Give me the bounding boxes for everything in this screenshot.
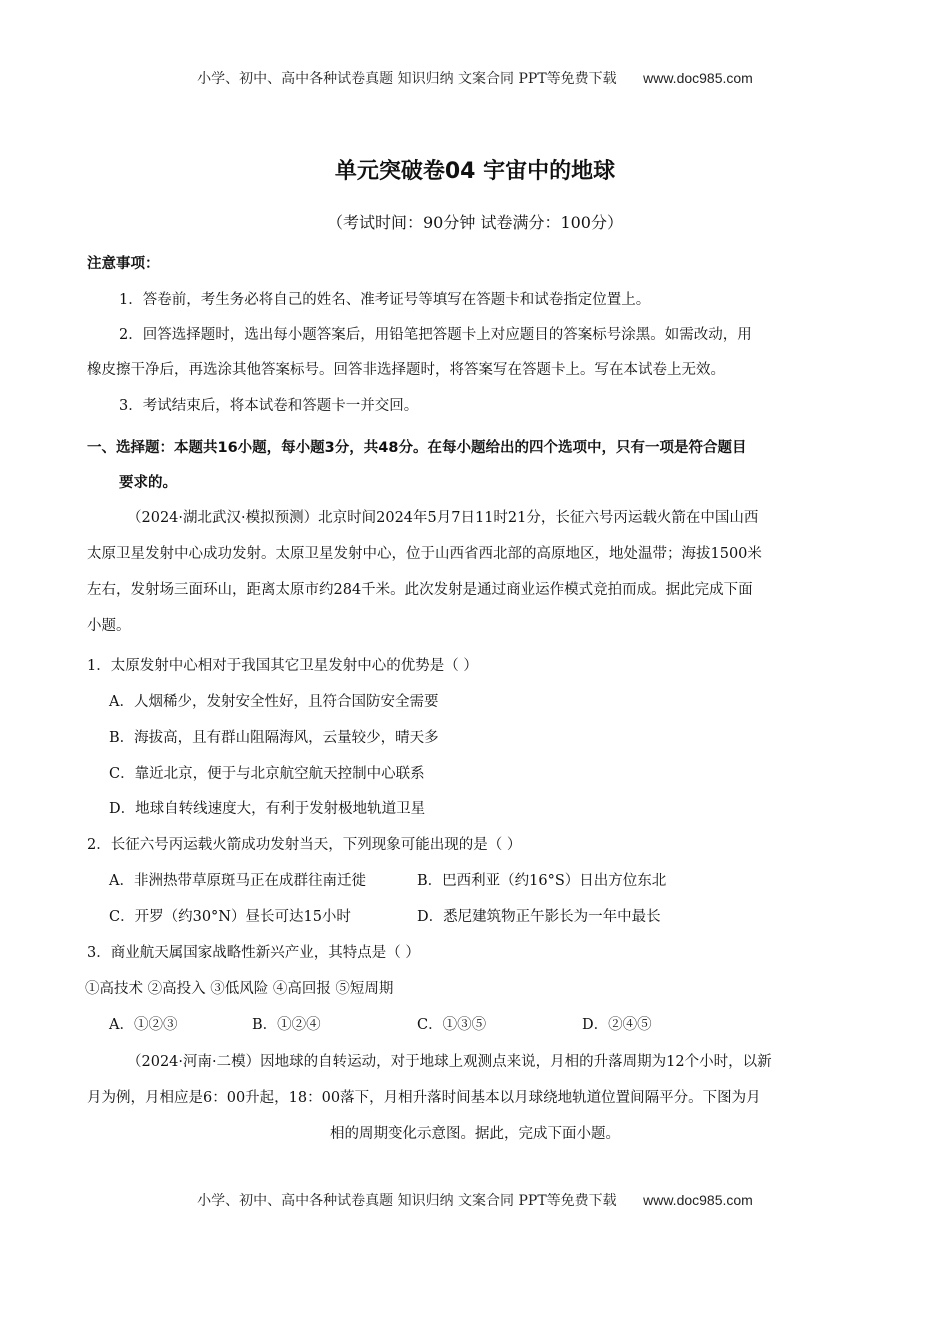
notice-item: 3．考试结束后，将本试卷和答题卡一并交回。 — [119, 398, 419, 414]
q1-option-d: D．地球自转线速度大，有利于发射极地轨道卫星 — [109, 801, 426, 817]
q1-option-c: C．靠近北京，便于与北京航空航天控制中心联系 — [109, 766, 425, 782]
passage-line: 小题。 — [87, 618, 131, 634]
section-heading-cont: 要求的。 — [119, 475, 177, 491]
q2-option-b: B．巴西利亚（约16°S）日出方位东北 — [417, 873, 667, 889]
passage-line: 相的周期变化示意图。据此，完成下面小题。 — [330, 1126, 620, 1142]
q3-option-d: D．②④⑤ — [582, 1017, 652, 1033]
question-stem-1: 1．太原发射中心相对于我国其它卫星发射中心的优势是（ ） — [87, 658, 478, 674]
exam-info: （考试时间：90分钟 试卷满分：100分） — [327, 213, 623, 232]
notice-item: 橡皮擦干净后，再选涂其他答案标号。回答非选择题时，将答案写在答题卡上。写在本试卷上无效。 — [87, 362, 725, 378]
notice-item: 1．答卷前，考生务必将自己的姓名、准考证号等填写在答题卡和试卷指定位置上。 — [119, 292, 651, 308]
notice-item: 2．回答选择题时，选出每小题答案后，用铅笔把答题卡上对应题目的答案标号涂黑。如需改动，用 — [119, 327, 752, 343]
header-text: 小学、初中、高中各种试卷真题 知识归纳 文案合同 PPT等免费下载 — [197, 71, 617, 87]
question-stem-3: 3．商业航天属国家战略性新兴产业，其特点是（ ） — [87, 945, 420, 961]
q2-option-d: D．悉尼建筑物正午影长为一年中最长 — [417, 909, 661, 925]
passage-line: （2024·湖北武汉·模拟预测）北京时间2024年5月7日11时21分，长征六号丙运载火箭在中国山西 — [127, 510, 759, 526]
section-heading: 一、选择题：本题共16小题，每小题3分，共48分。在每小题给出的四个选项中，只有一项是符合题目 — [87, 440, 747, 456]
passage-line: （2024·河南·二模）因地球的自转运动，对于地球上观测点来说，月相的升落周期为12个小时，以新 — [127, 1054, 772, 1070]
q2-option-c: C．开罗（约30°N）昼长可达15小时 — [109, 909, 351, 925]
q3-option-b: B．①②④ — [252, 1017, 321, 1033]
footer-url[interactable]: www.doc985.com — [643, 1192, 753, 1208]
q3-option-a: A．①②③ — [109, 1017, 178, 1033]
q3-option-c: C．①③⑤ — [417, 1017, 487, 1033]
page-title: 单元突破卷04 宇宙中的地球 — [334, 159, 616, 184]
passage-line: 太原卫星发射中心成功发射。太原卫星发射中心，位于山西省西北部的高原地区，地处温带；海拔1500米 — [87, 546, 762, 562]
page-header — [0, 68, 950, 88]
header-url[interactable]: www.doc985.com — [643, 70, 753, 86]
footer-text: 小学、初中、高中各种试卷真题 知识归纳 文案合同 PPT等免费下载 — [197, 1193, 617, 1209]
page-footer — [0, 1190, 950, 1210]
q3-items: ①高技术 ②高投入 ③低风险 ④高回报 ⑤短周期 — [85, 981, 394, 997]
question-stem-2: 2．长征六号丙运载火箭成功发射当天，下列现象可能出现的是（ ） — [87, 837, 522, 853]
passage-line: 左右，发射场三面环山，距离太原市约284千米。此次发射是通过商业运作模式竞拍而成。据此完成下面 — [87, 582, 753, 598]
q1-option-a: A．人烟稀少，发射安全性好，且符合国防安全需要 — [109, 694, 439, 710]
q2-option-a: A．非洲热带草原斑马正在成群往南迁徙 — [109, 873, 366, 889]
notice-heading: 注意事项： — [87, 256, 160, 272]
passage-line: 月为例，月相应是6：00升起，18：00落下，月相升落时间基本以月球绕地轨道位置间隔平分。下图为月 — [87, 1090, 761, 1106]
q1-option-b: B．海拔高，且有群山阻隔海风，云量较少，晴天多 — [109, 730, 439, 746]
